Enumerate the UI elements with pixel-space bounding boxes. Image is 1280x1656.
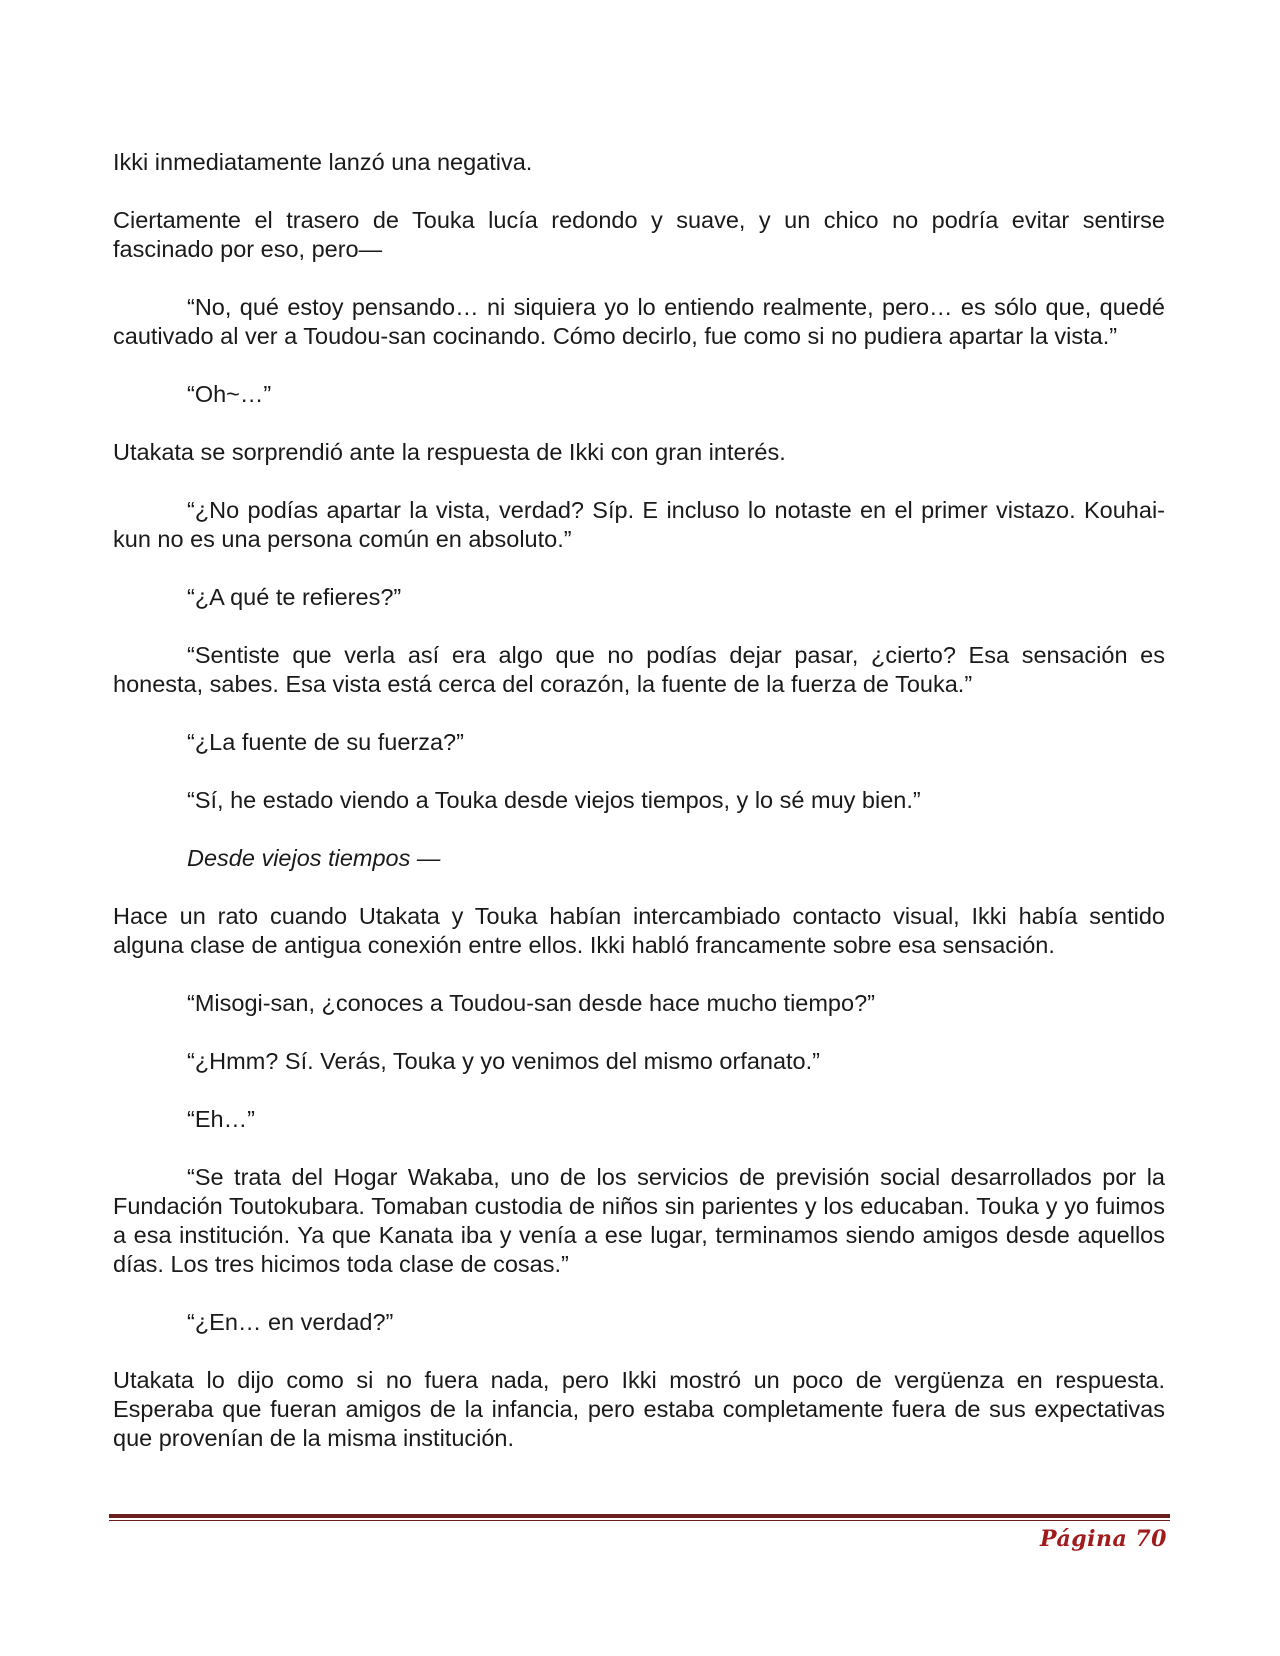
paragraph-italic: Desde viejos tiempos — <box>187 845 441 871</box>
paragraph: Utakata lo dijo como si no fuera nada, pero Ikki mostró un poco de vergüenza en respuesta. Esperaba que fueran amigos de la infancia, pero estaba completamente fuera de sus expectativas que provenían de la misma institución. <box>113 1367 1165 1451</box>
page-body <box>113 148 1165 1482</box>
page-number: Página 70 <box>1040 1526 1167 1552</box>
paragraph: “Oh~…” <box>187 381 272 407</box>
paragraph: “Se trata del Hogar Wakaba, uno de los servicios de previsión social desarrollados por la Fundación Toutokubara. Tomaban custodia de niños sin parientes y los educaban. Touka y yo fuimos a esa institución. Ya que Kanata iba y venía a ese lugar, terminamos siendo amigos desde aquellos días. Los tres hicimos toda clase de cosas.” <box>113 1164 1165 1277</box>
footer-divider-thin-line <box>109 1520 1170 1521</box>
paragraph: “¿Hmm? Sí. Verás, Touka y yo venimos del mismo orfanato.” <box>187 1048 820 1074</box>
footer-divider-thick-line <box>109 1514 1170 1518</box>
paragraph: “Sí, he estado viendo a Touka desde viejos tiempos, y lo sé muy bien.” <box>187 787 921 813</box>
paragraph: “Sentiste que verla así era algo que no podías dejar pasar, ¿cierto? Esa sensación es honesta, sabes. Esa vista está cerca del corazón, la fuente de la fuerza de Touka.” <box>113 642 1165 697</box>
paragraph: “¿No podías apartar la vista, verdad? Síp. E incluso lo notaste en el primer vistazo. Kouhai-kun no es una persona común en absoluto.” <box>113 497 1165 552</box>
paragraph: “Misogi-san, ¿conoces a Toudou-san desde hace mucho tiempo?” <box>187 990 875 1016</box>
paragraph: Ciertamente el trasero de Touka lucía redondo y suave, y un chico no podría evitar sentirse fascinado por eso, pero— <box>113 207 1165 262</box>
paragraph: Ikki inmediatamente lanzó una negativa. <box>113 149 533 175</box>
paragraph: Utakata se sorprendió ante la respuesta de Ikki con gran interés. <box>113 439 786 465</box>
paragraph: “Eh…” <box>187 1106 255 1132</box>
paragraph: “No, qué estoy pensando… ni siquiera yo lo entiendo realmente, pero… es sólo que, quedé cautivado al ver a Toudou-san cocinando. Cómo decirlo, fue como si no pudiera apartar la vista.” <box>113 294 1165 349</box>
paragraph: “¿La fuente de su fuerza?” <box>187 729 464 755</box>
paragraph: “¿A qué te refieres?” <box>187 584 402 610</box>
footer-divider <box>109 1514 1170 1521</box>
paragraph: “¿En… en verdad?” <box>187 1309 394 1335</box>
paragraph: Hace un rato cuando Utakata y Touka habían intercambiado contacto visual, Ikki había sentido alguna clase de antigua conexión entre ellos. Ikki habló francamente sobre esa sensación. <box>113 903 1165 958</box>
